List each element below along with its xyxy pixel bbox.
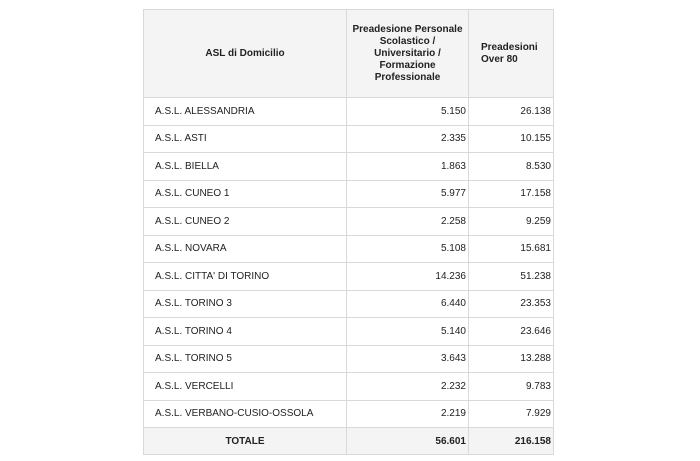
cell-asl: A.S.L. CUNEO 1	[144, 180, 347, 208]
table-row	[144, 290, 554, 318]
cell-over-80: 7.929	[469, 400, 554, 428]
cell-personale: 5.108	[347, 235, 469, 263]
cell-over-80: 10.155	[469, 125, 554, 153]
table-body	[144, 98, 554, 428]
header-preadesione-personale: Preadesione Personale Scolastico / Universitario / Formazione Professionale	[347, 10, 469, 98]
table-row	[144, 98, 554, 126]
cell-personale: 14.236	[347, 263, 469, 291]
cell-asl: A.S.L. CITTA' DI TORINO	[144, 263, 347, 291]
cell-over-80: 23.353	[469, 290, 554, 318]
cell-over-80: 8.530	[469, 153, 554, 181]
cell-personale: 2.335	[347, 125, 469, 153]
cell-asl: A.S.L. BIELLA	[144, 153, 347, 181]
total-row	[144, 428, 554, 455]
table-row	[144, 400, 554, 428]
cell-over-80: 9.783	[469, 373, 554, 401]
cell-asl: A.S.L. VERBANO-CUSIO-OSSOLA	[144, 400, 347, 428]
cell-asl: A.S.L. NOVARA	[144, 235, 347, 263]
cell-over-80: 9.259	[469, 208, 554, 236]
preadesioni-table	[143, 9, 554, 455]
cell-asl: A.S.L. VERCELLI	[144, 373, 347, 401]
table-row	[144, 318, 554, 346]
cell-personale: 5.977	[347, 180, 469, 208]
table-row	[144, 208, 554, 236]
cell-personale: 5.150	[347, 98, 469, 126]
table-footer	[144, 428, 554, 455]
cell-asl: A.S.L. TORINO 5	[144, 345, 347, 373]
cell-personale: 2.219	[347, 400, 469, 428]
cell-personale: 1.863	[347, 153, 469, 181]
cell-personale: 2.232	[347, 373, 469, 401]
table-row	[144, 180, 554, 208]
header-row	[144, 10, 554, 98]
cell-over-80: 51.238	[469, 263, 554, 291]
cell-personale: 5.140	[347, 318, 469, 346]
cell-over-80: 15.681	[469, 235, 554, 263]
cell-over-80: 17.158	[469, 180, 554, 208]
table-row	[144, 345, 554, 373]
table-row	[144, 373, 554, 401]
cell-asl: A.S.L. TORINO 3	[144, 290, 347, 318]
cell-personale: 2.258	[347, 208, 469, 236]
header-asl-di-domicilio: ASL di Domicilio	[144, 10, 347, 98]
header-preadesioni-over-80: Preadesioni Over 80	[469, 10, 554, 98]
cell-over-80: 23.646	[469, 318, 554, 346]
table-row	[144, 153, 554, 181]
cell-asl: A.S.L. TORINO 4	[144, 318, 347, 346]
cell-personale: 3.643	[347, 345, 469, 373]
cell-asl: A.S.L. ALESSANDRIA	[144, 98, 347, 126]
cell-over-80: 13.288	[469, 345, 554, 373]
total-label: TOTALE	[144, 428, 347, 455]
cell-over-80: 26.138	[469, 98, 554, 126]
table-row	[144, 235, 554, 263]
table-row	[144, 263, 554, 291]
table-row	[144, 125, 554, 153]
cell-asl: A.S.L. ASTI	[144, 125, 347, 153]
total-personale: 56.601	[347, 428, 469, 455]
total-over-80: 216.158	[469, 428, 554, 455]
cell-asl: A.S.L. CUNEO 2	[144, 208, 347, 236]
table-header	[144, 10, 554, 98]
cell-personale: 6.440	[347, 290, 469, 318]
